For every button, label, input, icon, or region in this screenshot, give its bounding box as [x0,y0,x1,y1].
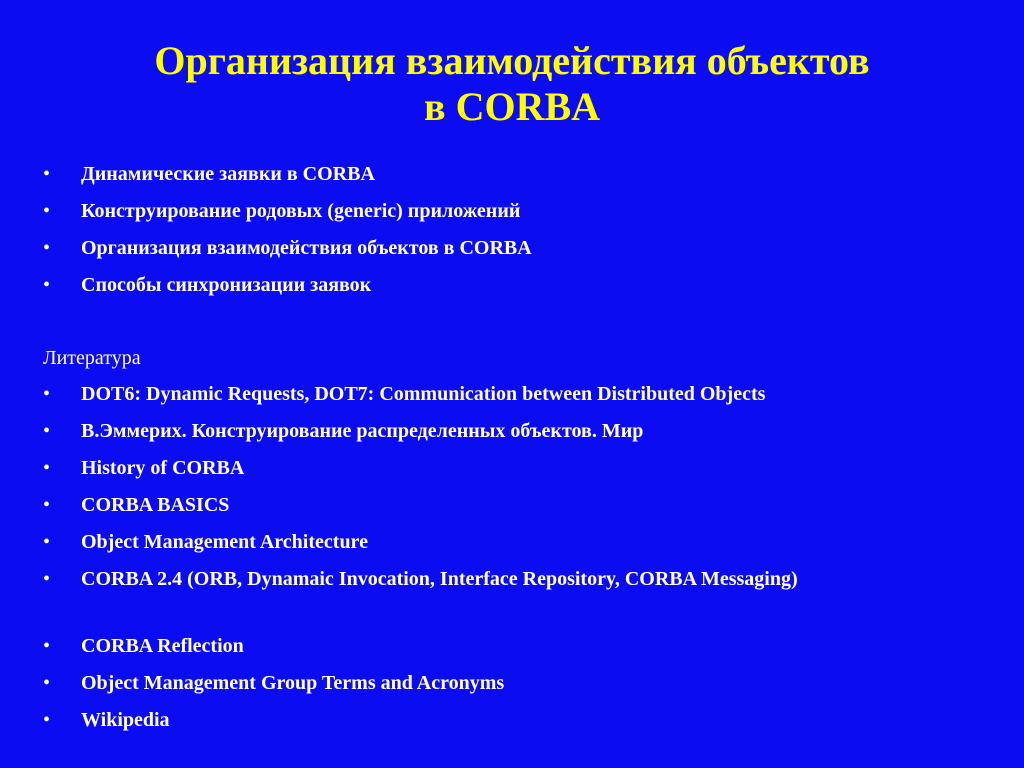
literature-link[interactable]: Object Management Architecture [81,531,368,553]
bullet-icon: • [43,237,51,259]
bullet-icon: • [43,200,51,222]
list-item [0,197,900,234]
list-item[interactable] [0,417,900,454]
bullet-icon: • [43,457,51,479]
bullet-icon: • [43,163,51,185]
list-item[interactable] [0,528,900,565]
list-item[interactable] [0,632,900,669]
literature-link[interactable]: В.Эммерих. Конструирование распределенных объектов. Мир [81,420,644,442]
bullet-icon: • [43,383,51,405]
literature-link[interactable]: Wikipedia [81,709,170,731]
topic-text: Способы синхронизации заявок [81,274,372,296]
list-item[interactable] [0,491,900,528]
literature-link[interactable]: CORBA 2.4 (ORB, Dynamaic Invocation, Interface Repository, CORBA Messaging) [81,568,798,590]
bullet-icon: • [43,568,51,590]
list-item[interactable] [0,706,900,743]
topic-text: Динамические заявки в CORBA [81,163,375,185]
bullet-icon: • [43,709,51,731]
list-item [0,271,900,308]
literature-list [0,380,900,743]
topics-list [0,160,900,308]
list-item [0,160,900,197]
literature-link[interactable]: DOT6: Dynamic Requests, DOT7: Communication between Distributed Objects [81,383,766,405]
slide-title-line-1: Организация взаимодействия объектов [154,38,870,83]
slide-title [0,38,1024,130]
bullet-icon: • [43,531,51,553]
literature-link[interactable]: CORBA Reflection [81,635,244,657]
slide-title-line-2: в CORBA [423,84,601,129]
literature-link[interactable]: CORBA BASICS [81,494,230,516]
topic-text: Конструирование родовых (generic) приложений [81,200,521,222]
list-item[interactable] [0,565,900,632]
list-item[interactable] [0,669,900,706]
literature-link[interactable]: Object Management Group Terms and Acronyms [81,672,505,694]
list-item [0,234,900,271]
bullet-icon: • [43,420,51,442]
topic-text: Организация взаимодействия объектов в CORBA [81,237,532,259]
literature-link[interactable]: History of CORBA [81,457,245,479]
bullet-icon: • [43,635,51,657]
bullet-icon: • [43,672,51,694]
list-item[interactable] [0,454,900,491]
bullet-icon: • [43,274,51,296]
bullet-icon: • [43,494,51,516]
literature-heading: Литература [43,347,141,369]
list-item[interactable] [0,380,900,417]
